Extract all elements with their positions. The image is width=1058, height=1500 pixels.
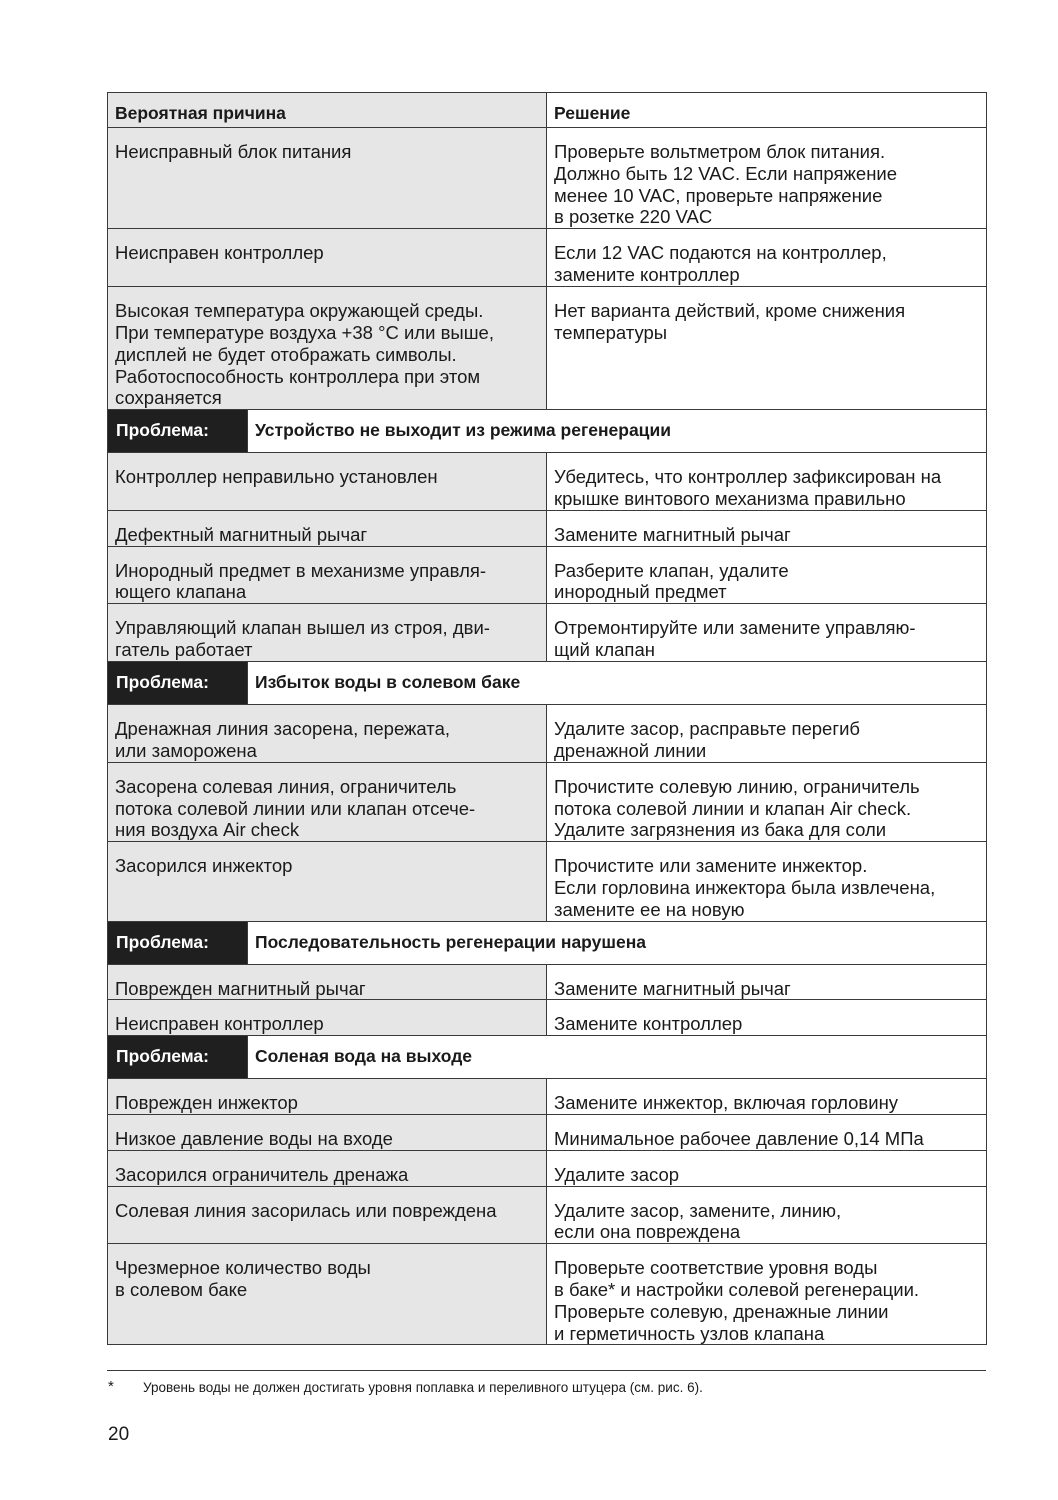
cause-text: Неисправен контроллер: [115, 1013, 324, 1035]
cause-cell: [108, 1114, 547, 1150]
table-row: [108, 453, 987, 511]
solution-cell: [547, 453, 987, 511]
solution-cell: [547, 546, 987, 604]
problem-label: Проблема:: [108, 1036, 248, 1079]
table-row: [108, 1186, 987, 1244]
solution-text: Прочистите солевую линию, ограничитель потока солевой линии и клапан Air check. Удалите загрязнения из бака для соли: [554, 775, 920, 841]
solution-text: Прочистите или замените инжектор. Если горловина инжектора была извлечена, замените ее на новую: [554, 855, 936, 920]
solution-cell: [547, 510, 987, 546]
cause-text: Засорился инжектор: [115, 855, 293, 877]
solution-cell: [547, 762, 987, 841]
solution-text: Проверьте соответствие уровня воды в баке* и настройки солевой регенерации. Проверьте солевую, дренажные линии и герметичность узлов клапана: [554, 1257, 920, 1344]
cause-text: Высокая температура окружающей среды. При температуре воздуха +38 °С или выше, дисплей не будет отображать символы. Работоспособность контроллера при этом сохраняется: [115, 300, 494, 409]
solution-text: Убедитесь, что контроллер зафиксирован на крышке винтового механизма правильно: [554, 466, 942, 509]
header-cause-label: Вероятная причина: [115, 103, 286, 123]
problem-title: Устройство не выходит из режима регенерации: [248, 410, 987, 453]
header-solution: [547, 93, 987, 128]
table-row: [108, 1150, 987, 1186]
cause-text: Солевая линия засорилась или повреждена: [115, 1199, 497, 1221]
cause-text: Чрезмерное количество воды в солевом баке: [115, 1257, 371, 1300]
solution-cell: [547, 604, 987, 662]
cause-text: Инородный предмет в механизме управля- ющего клапана: [115, 559, 487, 603]
cause-cell: [108, 128, 547, 229]
solution-cell: [547, 1079, 987, 1115]
cause-cell: [108, 1186, 547, 1244]
cause-cell: [108, 1000, 547, 1036]
table-row: [108, 1244, 987, 1345]
cause-text: Поврежден магнитный рычаг: [115, 977, 366, 999]
cause-cell: [108, 1244, 547, 1345]
solution-text: Замените контроллер: [554, 1013, 743, 1035]
solution-text: Замените магнитный рычаг: [554, 977, 791, 999]
cause-text: Засорился ограничитель дренажа: [115, 1163, 409, 1185]
table-row: [108, 842, 987, 921]
cause-cell: [108, 1079, 547, 1115]
cause-cell: [108, 510, 547, 546]
solution-cell: [547, 1000, 987, 1036]
problem-row: [108, 661, 987, 704]
solution-text: Разберите клапан, удалите инородный предмет: [554, 559, 789, 603]
problem-row: [108, 1036, 987, 1079]
solution-cell: [547, 964, 987, 1000]
solution-text: Удалите засор, замените, линию, если она повреждена: [554, 1199, 842, 1243]
solution-cell: [547, 1114, 987, 1150]
solution-text: Замените магнитный рычаг: [554, 523, 791, 545]
cause-cell: [108, 964, 547, 1000]
problem-label: Проблема:: [108, 661, 248, 704]
table-row: [108, 964, 987, 1000]
cause-cell: [108, 604, 547, 662]
footnote-divider: [107, 1370, 986, 1371]
cause-text: Поврежден инжектор: [115, 1092, 298, 1114]
page-number: 20: [108, 1424, 130, 1445]
table-row: [108, 287, 987, 410]
solution-cell: [547, 128, 987, 229]
solution-text: Проверьте вольтметром блок питания. Должно быть 12 VAC. Если напряжение менее 10 VAC, проверьте напряжение в розетке 220 VAC: [554, 141, 898, 228]
solution-text: Минимальное рабочее давление 0,14 МПа: [554, 1127, 924, 1149]
table-row: [108, 1079, 987, 1115]
table-row: [108, 546, 987, 604]
table-header-row: [108, 93, 987, 128]
solution-text: Отремонтируйте или замените управляю- щий клапан: [554, 617, 916, 660]
cause-text: Дренажная линия засорена, пережата, или заморожена: [115, 717, 450, 761]
solution-text: Замените инжектор, включая горловину: [554, 1092, 899, 1114]
cause-text: Засорена солевая линия, ограничитель потока солевой линии или клапан отсече- ния воздуха Air check: [115, 775, 476, 841]
cause-text: Неисправный блок питания: [115, 141, 352, 162]
solution-text: Удалите засор, расправьте перегиб дренажной линии: [554, 717, 861, 761]
solution-cell: [547, 704, 987, 762]
table-row: [108, 704, 987, 762]
problem-title: Соленая вода на выходе: [248, 1036, 987, 1079]
cause-cell: [108, 229, 547, 287]
cause-cell: [108, 762, 547, 841]
troubleshooting-table: [107, 92, 987, 1345]
cause-cell: [108, 287, 547, 410]
cause-text: Дефектный магнитный рычаг: [115, 523, 368, 545]
problem-label: Проблема:: [108, 921, 248, 964]
solution-text: Нет варианта действий, кроме снижения температуры: [554, 300, 906, 343]
solution-cell: [547, 1186, 987, 1244]
header-solution-label: Решение: [554, 103, 631, 123]
solution-text: Если 12 VAC подаются на контроллер, замените контроллер: [554, 242, 887, 285]
table-row: [108, 1114, 987, 1150]
cause-text: Контроллер неправильно установлен: [115, 466, 438, 488]
table-row: [108, 762, 987, 841]
header-cause: [108, 93, 547, 128]
footnote-mark: *: [108, 1378, 114, 1395]
solution-cell: [547, 229, 987, 287]
cause-cell: [108, 704, 547, 762]
problem-row: [108, 921, 987, 964]
solution-cell: [547, 287, 987, 410]
table-row: [108, 604, 987, 662]
table-row: [108, 510, 987, 546]
cause-text: Управляющий клапан вышел из строя, дви- гатель работает: [115, 617, 490, 660]
table-row: [108, 1000, 987, 1036]
problem-title: Последовательность регенерации нарушена: [248, 921, 987, 964]
footnote-text: Уровень воды не должен достигать уровня поплавка и переливного штуцера (см. рис. 6).: [143, 1380, 703, 1395]
cause-cell: [108, 546, 547, 604]
cause-text: Низкое давление воды на входе: [115, 1127, 393, 1149]
problem-title: Избыток воды в солевом баке: [248, 661, 987, 704]
cause-cell: [108, 453, 547, 511]
solution-cell: [547, 1244, 987, 1345]
cause-text: Неисправен контроллер: [115, 242, 324, 264]
problem-row: [108, 410, 987, 453]
problem-label: Проблема:: [108, 410, 248, 453]
cause-cell: [108, 1150, 547, 1186]
solution-cell: [547, 1150, 987, 1186]
table-row: [108, 128, 987, 229]
cause-cell: [108, 842, 547, 921]
table-row: [108, 229, 987, 287]
solution-cell: [547, 842, 987, 921]
solution-text: Удалите засор: [554, 1163, 680, 1185]
